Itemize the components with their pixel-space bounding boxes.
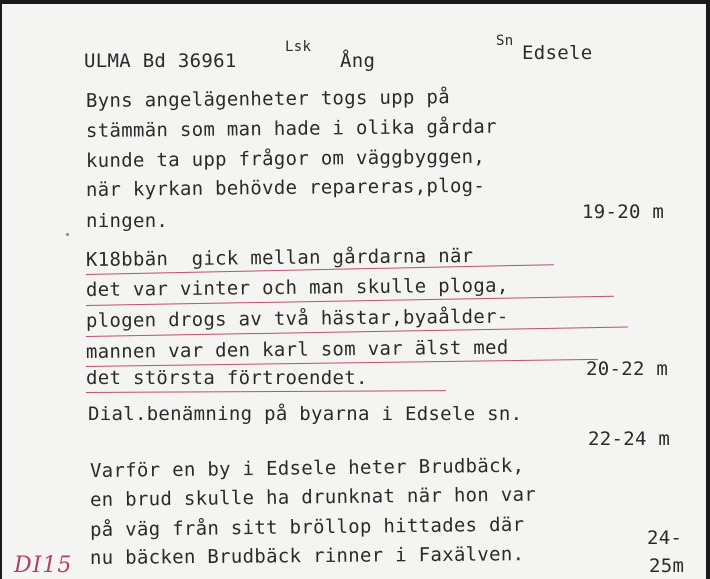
text-line: kunde ta upp frågor om väggbyggen, <box>85 145 486 172</box>
parish-prefix: Sn <box>496 33 514 49</box>
topic: Ång <box>340 50 376 72</box>
text-line: stämmän som man hade i olika gårdar <box>85 115 497 142</box>
speck <box>66 233 69 236</box>
page-reference: 20-22 m <box>586 358 669 380</box>
text-line: det största förtroendet. <box>86 367 368 389</box>
red-underline <box>86 390 446 393</box>
text-line: Dial.benämning på byarna i Edsele sn. <box>88 403 523 425</box>
page-reference: 22-24 m <box>588 428 671 450</box>
archive-reference: ULMA Bd 36961 <box>84 50 237 72</box>
topic-prefix: Lsk <box>285 39 312 55</box>
text-line: ningen. <box>86 210 169 232</box>
text-line: mannen var den karl som var älst med <box>85 336 509 363</box>
text-line: på väg från sitt bröllop hittades där <box>89 513 525 541</box>
index-card <box>2 4 706 579</box>
parish: Edsele <box>522 42 593 64</box>
text-line: det var vinter och man skulle ploga, <box>85 274 509 301</box>
page-reference: 25m <box>649 555 685 577</box>
text-line: plogen drogs av två hästar,byaålder- <box>85 305 509 332</box>
text-line: K18bbän gick mellan gårdarna när <box>85 244 474 271</box>
text-line: när kyrkan behövde repareras,plog- <box>85 174 486 201</box>
handwritten-note: DI15 <box>14 553 73 578</box>
page-reference: 19-20 m <box>582 201 665 223</box>
page-reference: 24- <box>647 527 683 549</box>
text-line: Varför en by i Edsele heter Brudbäck, <box>89 454 525 482</box>
text-line: Byns angelägenheter togs upp på <box>85 86 451 112</box>
text-line: nu bäcken Brudbäck rinner i Faxälven. <box>89 543 525 569</box>
text-line: en brud skulle ha drunknat när hon var <box>89 483 537 511</box>
